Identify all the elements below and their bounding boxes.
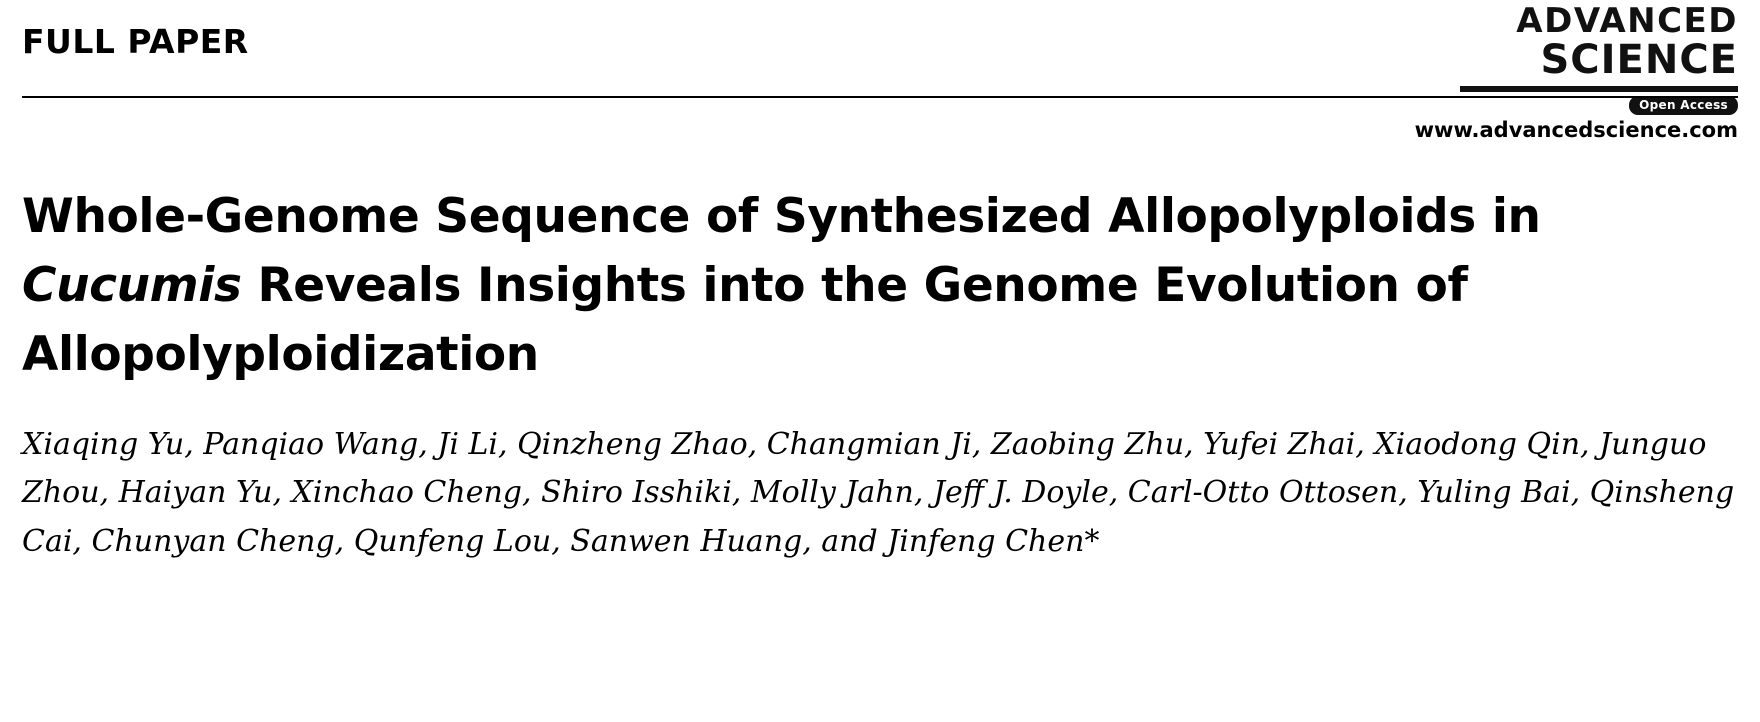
title-genus-italic: Cucumis xyxy=(22,258,242,314)
page-header xyxy=(22,0,1738,142)
open-access-badge: Open Access xyxy=(1629,96,1738,115)
journal-logo-rule xyxy=(1460,86,1738,92)
title-part1: Whole-Genome Sequence of Synthesized Allopolyploids in xyxy=(22,189,1541,244)
author-list: Xiaqing Yu, Panqiao Wang, Ji Li, Qinzheng Zhao, Changmian Ji, Zaobing Zhu, Yufei Zhai, Xiaodong Qin, Junguo Zhou, Haiyan Yu, Xinchao Cheng, Shiro Isshiki, Molly Jahn, Jeff J. Doyle, Carl-Otto Ottosen, Yuling Bai, Qinsheng Cai, Chunyan Cheng, Qunfeng Lou, Sanwen Huang, and Jinfeng Chen* xyxy=(22,426,1735,559)
header-divider xyxy=(22,96,1738,98)
title-part2: Reveals Insights into the Genome Evolution of Allopolyploidization xyxy=(22,258,1468,383)
section-label: FULL PAPER xyxy=(22,22,249,61)
page-title xyxy=(22,182,1722,389)
journal-logo xyxy=(1446,2,1738,115)
journal-logo-line2: SCIENCE xyxy=(1540,37,1738,83)
journal-url[interactable]: www.advancedscience.com xyxy=(1414,118,1738,142)
journal-logo-line1: ADVANCED xyxy=(1516,1,1738,41)
